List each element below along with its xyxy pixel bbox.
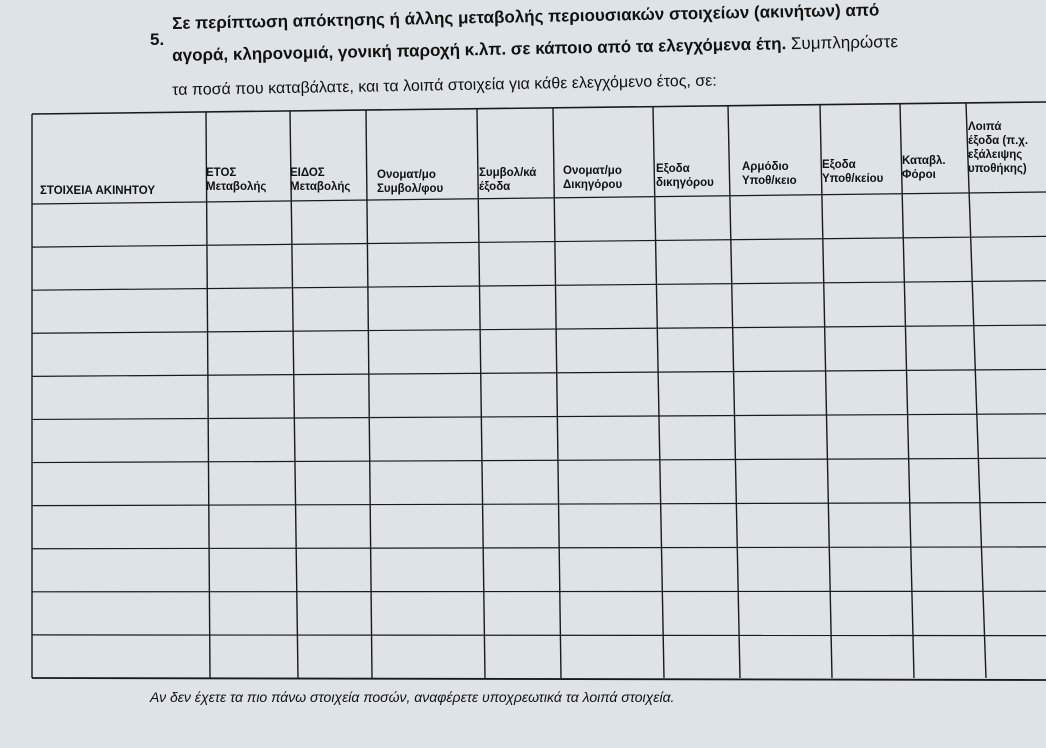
column-header-line: έξοδα (π.χ. [968, 135, 1029, 147]
column-header [290, 166, 350, 194]
table-row-line [32, 414, 1046, 420]
column-header [968, 120, 1028, 176]
table-row-line [32, 678, 1046, 680]
table-column-line [366, 110, 372, 678]
column-header [479, 166, 536, 194]
question-line-3: τα ποσά που καταβάλατε, και τα λοιπά στοιχεία για κάθε ελεγχόμενο έτος, σε: [172, 72, 717, 99]
column-header-line: Μεταβολής [206, 181, 267, 193]
table-top-border [32, 102, 1046, 114]
question-line-2 [172, 32, 898, 66]
table-column-line [206, 112, 210, 678]
question-line-2-rest: Συμπληρώστε [786, 32, 899, 54]
column-header-line: Καταβλ. [902, 155, 946, 167]
column-header-line: Υποθ/κειο [742, 175, 797, 187]
column-header-line: Αρμόδιο [742, 161, 789, 173]
table-column-line [820, 105, 832, 678]
table-row-line [32, 369, 1046, 376]
column-header-line: ΕΙΔΟΣ [290, 167, 325, 179]
column-header-line: Συμβολ/κά [479, 167, 537, 179]
table-row-line [32, 635, 1046, 636]
column-header-line: εξάλειψης [968, 149, 1023, 161]
footnote: Αν δεν έχετε τα πιο πάνω στοιχεία ποσών, αναφέρετε υποχρεωτικά τα λοιπά στοιχεία. [150, 689, 675, 705]
column-header-line: Συμβολ/φου [377, 183, 444, 195]
table-row-line [32, 325, 1046, 333]
column-header [902, 154, 946, 182]
question-line-1: Σε περίπτωση απόκτησης ή άλλης μεταβολής περιουσιακών στοιχείων (ακινήτων) από [172, 0, 880, 33]
question-number: 5. [150, 30, 165, 49]
column-header [656, 162, 714, 190]
column-header-line: υποθήκης) [968, 163, 1027, 175]
table-column-line [290, 111, 298, 678]
column-header [742, 160, 797, 188]
table-column-line [728, 106, 740, 678]
table-column-line [553, 108, 561, 678]
column-header-line: Εξοδα [656, 163, 690, 175]
header-bottom-line [32, 192, 1046, 204]
column-header-line: Φόροι [902, 169, 936, 181]
column-header [822, 158, 883, 186]
column-header-line: Ονοματ/μο [563, 165, 622, 177]
column-header-line: ΣΤΟΙΧΕΙΑ ΑΚΙΝΗΤΟΥ [40, 185, 155, 197]
column-header [40, 184, 155, 198]
column-header [377, 168, 443, 196]
column-header-line: δικηγόρου [656, 177, 714, 189]
question-line-2-bold: αγορά, κληρονομιά, γονική παροχή κ.λπ. σε κάποιο από τα ελεγχόμενα έτη. [172, 34, 787, 65]
property-table [32, 88, 1046, 688]
column-header [206, 166, 266, 194]
column-header-line: Υποθ/κείου [822, 173, 884, 185]
table-column-line [653, 107, 664, 678]
column-header-line: Λοιπά [968, 121, 1002, 133]
column-header [563, 164, 622, 192]
table-column-line [477, 109, 485, 678]
table-row-line [32, 236, 1046, 247]
table-row-line [32, 591, 1046, 592]
table-row-line [32, 503, 1046, 506]
table-row-line [32, 547, 1046, 549]
column-header-line: Εξοδα [822, 159, 856, 171]
column-header-line: Δικηγόρου [563, 179, 623, 191]
column-header-line: έξοδα [479, 181, 511, 193]
table-row-line [32, 458, 1046, 462]
column-header-line: Ονοματ/μο [377, 169, 436, 181]
table-row-line [32, 281, 1046, 290]
column-header-line: Μεταβολής [290, 181, 351, 193]
column-header-line: ΕΤΟΣ [206, 167, 237, 179]
